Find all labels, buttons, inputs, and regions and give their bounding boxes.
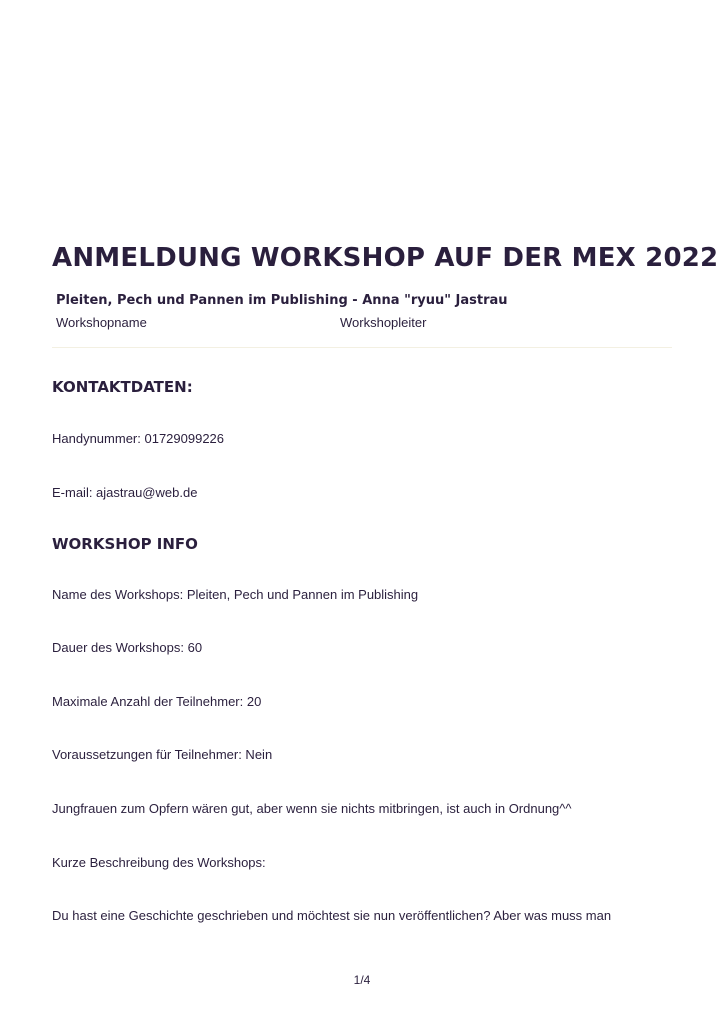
header-divider: [52, 347, 672, 348]
page-title: ANMELDUNG WORKSHOP AUF DER MEX 2022: [52, 243, 719, 273]
workshop-leader-label: Workshopleiter: [340, 315, 427, 330]
workshop-name-label: Workshopname: [56, 315, 147, 330]
workshop-info-line: Voraussetzungen für Teilnehmer: Nein: [52, 747, 273, 762]
contact-email: E-mail: ajastrau@web.de: [52, 485, 198, 500]
workshop-name-value: Pleiten, Pech und Pannen im Publishing - Anna "ryuu" Jastrau: [56, 293, 508, 308]
contact-phone: Handynummer: 01729099226: [52, 431, 225, 446]
page-number: 1/4: [353, 973, 371, 987]
workshop-info-line: Du hast eine Geschichte geschrieben und möchtest sie nun veröffentlichen? Aber was muss man: [52, 908, 612, 923]
workshop-info-line: Jungfrauen zum Opfern wären gut, aber wenn sie nichts mitbringen, ist auch in Ordnung^^: [52, 801, 572, 816]
workshop-info-line: Maximale Anzahl der Teilnehmer: 20: [52, 694, 262, 709]
workshop-info-line: Dauer des Workshops: 60: [52, 640, 203, 655]
contact-section-heading: KONTAKTDATEN:: [52, 378, 193, 396]
workshop-info-line: Kurze Beschreibung des Workshops:: [52, 855, 266, 870]
workshop-section-heading: WORKSHOP INFO: [52, 535, 198, 553]
workshop-info-line: Name des Workshops: Pleiten, Pech und Pannen im Publishing: [52, 587, 419, 602]
